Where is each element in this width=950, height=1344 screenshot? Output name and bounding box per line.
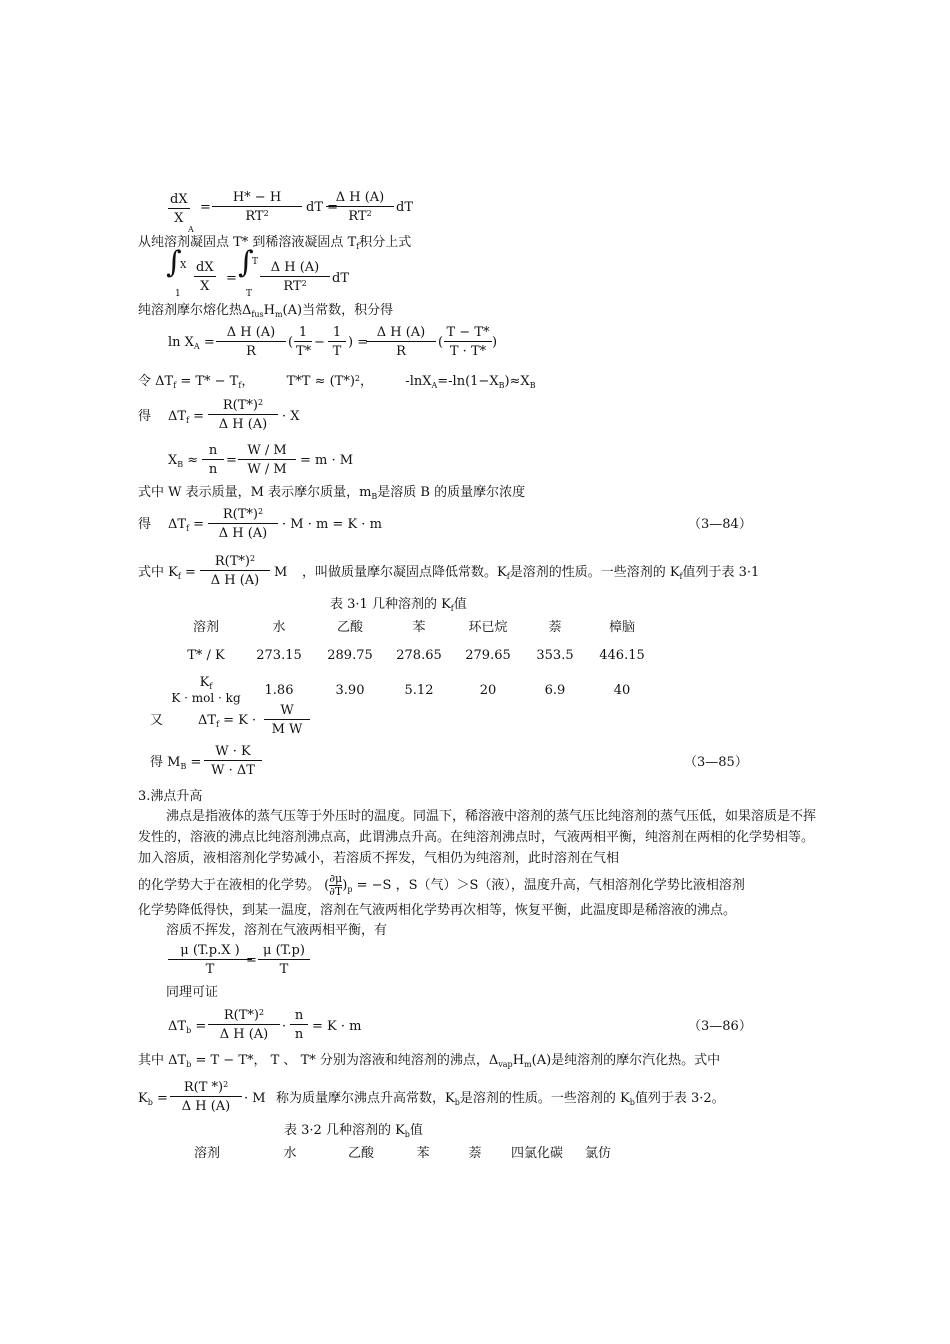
eq9-num1: μ (T.p.X ): [168, 943, 252, 960]
kf-m: M: [274, 565, 288, 580]
eq3-paren2-open: (: [438, 335, 444, 350]
qizhong-tail: (A)是纯溶剂的摩尔汽化热。式中: [531, 1053, 721, 1068]
table1-header-row: [168, 610, 658, 640]
let-sub-b2: B: [529, 381, 536, 390]
eq2-upper: X: [180, 261, 187, 271]
eq5-f2-den: W / M: [247, 462, 287, 477]
kb-tail: [276, 1092, 725, 1108]
where-line: [138, 486, 525, 502]
eq1-equals: =: [200, 200, 211, 215]
eq6-lhs: $\Delta T_f$ =: [168, 517, 205, 533]
kb-tail3: 值列于表 3·2。: [634, 1091, 725, 1106]
table1-header: 樟脑: [608, 619, 635, 635]
eq3-paren2-close: ): [492, 335, 498, 350]
table1-caption-sub: f: [450, 604, 454, 613]
eq3-f1-den: R: [246, 344, 256, 359]
eq7-num: W: [264, 703, 310, 720]
where-sub: B: [371, 492, 378, 501]
eq2-r-den-sup: 2: [301, 279, 307, 288]
kb-tail2: 是溶剂的性质。一些溶剂的 K: [459, 1091, 630, 1106]
eq2-num: dX: [196, 260, 214, 275]
para1-line4-lead: 的化学势大于在液相的化学势。: [138, 878, 321, 894]
eq3-minus: −: [314, 335, 325, 350]
eq2-equals: =: [226, 271, 237, 286]
qizhong-mid: ， T 、 T* 分别为溶液和纯溶剂的沸点，Δ: [253, 1053, 499, 1068]
eq3-f2-den: R: [396, 344, 406, 359]
table1-header: 苯: [412, 619, 426, 635]
eq3-ts: T*: [296, 344, 312, 359]
eq2-upper2: T: [252, 257, 259, 267]
table2-header: 苯: [416, 1145, 430, 1161]
qizhong-mid2-sub: m: [524, 1060, 532, 1069]
eq4-num-text: R(T*): [222, 398, 258, 413]
kb-lead-sub: b: [147, 1098, 153, 1107]
table1-caption-text: 表 3·1 几种溶剂的 K: [330, 597, 451, 612]
table1-header: 萘: [548, 619, 562, 635]
eq3-one-b: 1: [328, 325, 346, 342]
const-line: [138, 304, 393, 320]
eq7-mid: = K ·: [223, 713, 257, 728]
table1-header: 溶剂: [192, 619, 219, 635]
eq5-lhs-text: X: [168, 453, 178, 468]
eq3-lhs: $\ln X_A$ =: [168, 335, 215, 351]
integral-sign-1: ∫: [166, 245, 182, 280]
eq3-lhs-sub: A: [193, 342, 200, 351]
eq7-lhs-sub: f: [216, 720, 220, 729]
kf-tail-text: ，叫做质量摩尔凝固点降低常数。K: [302, 565, 507, 580]
kb-tail2-sub: b: [629, 1098, 635, 1107]
eq8-lhs-sub: B: [180, 762, 187, 771]
table1-cell: 353.5: [536, 647, 574, 663]
eq3-paren-open: (: [288, 335, 294, 350]
let-ln: -lnX: [405, 374, 432, 389]
table1-cell: 278.65: [396, 647, 442, 663]
eq3-lhs-text: ln X: [168, 335, 194, 350]
let-approx: T*T ≈ (T*): [286, 374, 355, 389]
table1-cell: 289.75: [327, 647, 373, 663]
eq10-f2-num: n: [290, 1008, 308, 1025]
eq9-den2: T: [279, 962, 289, 977]
eq7-den: M W: [271, 722, 303, 737]
kb-tail-sub: b: [454, 1098, 460, 1107]
kf-num: [200, 554, 270, 571]
let-sub-f: f: [173, 381, 177, 390]
paragraph-1-line4: 的化学势大于在液相的化学势。 ( $\frac{\partial\mu}{\partial T}$ )$_p = -S$ ，S（气）＞S（液），温度升高，气相溶剂化学势比液相溶剂: [138, 872, 745, 899]
eq7-lhs: [198, 714, 256, 730]
kf-lead-sub: f: [177, 572, 181, 581]
eq8-den: W · ΔT: [211, 763, 255, 778]
const-mid: H: [263, 303, 275, 318]
integrate-tail: 积分上式: [359, 235, 412, 250]
section-title: 3.沸点升高: [138, 789, 203, 804]
kb-lead: $K_b$ =: [138, 1091, 168, 1107]
eq9-den1: T: [205, 962, 215, 977]
kb-num-sup: 2: [223, 1080, 229, 1089]
eq6-num-text: R(T*): [222, 507, 258, 522]
kf-tail: [302, 566, 759, 582]
table1-cell: 273.15: [256, 647, 302, 663]
paragraph-1: 沸点是指液体的蒸气压等于外压时的温度。同温下，稀溶液中溶剂的蒸气压比纯溶剂的蒸气压低，如果溶质是不挥发性的，溶液的沸点比纯溶剂沸点高，此谓沸点升高。在纯溶剂沸点时，气液两相平衡，纯溶剂在两相的化学势相等。加入溶质，液相溶剂化学势减小，若溶质不挥发，气相仍为纯溶剂，此时溶剂在气相: [138, 809, 817, 866]
where-text: 式中 W 表示质量，M 表示摩尔质量，m: [138, 485, 372, 500]
eq4-tail: · X: [282, 409, 300, 424]
table2-caption-text: 表 3·2 几种溶剂的 K: [284, 1123, 405, 1138]
eq6-num: [208, 507, 278, 524]
table1: [168, 610, 658, 710]
table1-cell: 6.9: [544, 682, 566, 698]
let-line: 令 $\Delta T_f = T* - T_f$， $T*T \approx (T*)^2$， $-\ln X_A=-\ln(1-X_B)\approx X_B$: [138, 374, 536, 390]
table1-header: 水: [272, 619, 286, 635]
table1-cell: 40: [613, 682, 631, 698]
where-tail: 是溶质 B 的质量摩尔浓度: [377, 485, 526, 500]
table2-caption-sub: b: [404, 1130, 410, 1139]
eq10-lhs: $\Delta T_b$ =: [168, 1019, 207, 1035]
eq10-tail: = K · m: [312, 1019, 362, 1034]
eq2-r-den: [260, 277, 330, 294]
table2-header: 溶剂: [194, 1145, 221, 1161]
eq1-mid-den-text: RT: [245, 209, 264, 224]
eq4-lhs-text: ΔT: [168, 409, 187, 424]
eq10-f2-den: n: [294, 1027, 304, 1042]
eq2-lower2: T: [246, 289, 253, 299]
qizhong-lead: 其中 ΔT: [138, 1053, 187, 1068]
eq8-lhs-text: 得 M: [150, 755, 181, 770]
eq8-number: （3—85）: [684, 755, 748, 770]
paragraph-1-line5: 化学势降低得快，到某一温度，溶剂在气液两相化学势再次相等，恢复平衡，此温度即是稀溶液的沸点。: [138, 903, 737, 918]
table2-header: 氯仿: [584, 1145, 611, 1161]
table1-row2-label-top: [168, 675, 244, 691]
eq4-num: [208, 398, 278, 415]
table2-header: 萘: [468, 1145, 482, 1161]
kf-tail3: 值列于表 3·1: [682, 565, 760, 580]
eq2-tail: dT: [332, 271, 349, 286]
eq10-num-sup: 2: [259, 1008, 265, 1017]
qizhong-line: [138, 1054, 720, 1070]
eq10-lhs-sub: b: [186, 1026, 192, 1035]
table1-header: 环已烷: [468, 619, 508, 635]
eq5-equals: =: [226, 453, 237, 468]
kf-num-text: R(T*): [214, 554, 250, 569]
let-sub-a: A: [431, 381, 438, 390]
let-lead: 令 ΔT: [138, 374, 174, 389]
table2-header: 四氯化碳: [510, 1145, 563, 1161]
table2-caption-tail: 值: [409, 1123, 423, 1138]
eq10-den: Δ H (A): [219, 1027, 269, 1042]
kb-lead-text: K: [138, 1091, 148, 1106]
eq3-one-a: 1: [294, 325, 312, 342]
eq1-dt-equals: dT =: [306, 200, 339, 215]
table1-caption-tail: 值: [453, 597, 467, 612]
eq10-num: [208, 1008, 280, 1025]
eq7-lhs-text: ΔT: [198, 713, 217, 728]
eq3-f3-num: T − T*: [444, 325, 492, 342]
eq6-de: 得: [138, 517, 152, 532]
let-eq: = T* − T: [180, 374, 239, 389]
eq1-lhs-num: dX: [170, 192, 188, 207]
let-ln-tail2: )≈X: [504, 374, 530, 389]
table-row: [168, 640, 658, 670]
eq5-tail: = m · M: [300, 453, 354, 468]
eq3-paren-close: ) =: [348, 335, 369, 350]
eq1-lhs-den: X: [174, 211, 184, 226]
qizhong-mid2: H: [512, 1053, 525, 1068]
table1-row1-label: T* / K: [187, 647, 225, 663]
kb-den: Δ H (A): [181, 1099, 231, 1114]
const-sub: fus: [251, 310, 264, 319]
eq1-sub-a: A: [188, 225, 194, 234]
eq8-lhs: 得 $M_B$ =: [150, 755, 202, 771]
paragraph-2: 溶质不挥发，溶剂在气液两相平衡，有: [166, 923, 388, 938]
eq4-num-sup: 2: [258, 398, 264, 407]
eq6-num-sup: 2: [258, 507, 264, 516]
kf-tail2: 是溶剂的性质。一些溶剂的 K: [509, 565, 680, 580]
eq4-den: Δ H (A): [218, 417, 268, 432]
eq2-lower: 1: [175, 289, 181, 299]
let-sub-f2: f: [238, 381, 242, 390]
eq1-r-num: Δ H (A): [326, 190, 394, 207]
eq2-den: X: [200, 279, 210, 294]
eq3-f3-den: T · T*: [449, 344, 487, 359]
table2-header-row: [194, 1136, 622, 1166]
integral-sign-2: ∫: [238, 245, 254, 280]
para1-line4-tail: = −S ，S（气）＞S（液），温度升高，气相溶剂化学势比液相溶剂: [356, 878, 745, 894]
eq1-mid-num: H* − H: [212, 190, 302, 207]
eq9-equals: =: [246, 953, 257, 968]
table1-row2-k: K: [199, 675, 210, 690]
kf-lead: 式中 $K_f$ =: [138, 565, 196, 581]
eq6-lhs-sub: f: [186, 524, 190, 533]
eq6-tail: · M · m = K · m: [282, 517, 382, 532]
table1-row2-label: [168, 670, 244, 710]
eq2-r-den-text: RT: [283, 279, 302, 294]
eq5-f1-num: n: [202, 443, 224, 460]
eq1-mid-den: [212, 207, 302, 224]
table1-cell: 446.15: [599, 647, 645, 663]
eq10-num-text: R(T*): [223, 1008, 259, 1023]
let-ln-tail: =-ln(1−X: [437, 374, 499, 389]
kb-tail-text: 称为质量摩尔沸点升高常数，K: [276, 1091, 455, 1106]
eq4-lhs: $\Delta T_f$ =: [168, 409, 205, 425]
kf-num-sup: 2: [250, 554, 256, 563]
eq5-f2-num: W / M: [238, 443, 296, 460]
table1-cell: 1.86: [264, 682, 294, 698]
eq4-de: 得: [138, 409, 152, 424]
eq10-number: （3—86）: [688, 1019, 752, 1034]
eq4-lhs-sub: f: [186, 416, 190, 425]
eq1-r-den-text: RT: [348, 209, 367, 224]
eq1-tail: dT: [396, 200, 413, 215]
const-sub2: m: [274, 310, 283, 319]
table2-header: 水: [283, 1145, 297, 1161]
eq6-number: （3—84）: [688, 517, 752, 532]
kf-lead-text: 式中 K: [138, 565, 178, 580]
table-row: [168, 670, 658, 710]
same-line: 同理可证: [166, 985, 219, 1000]
kf-tail2-sub: f: [679, 572, 683, 581]
kb-num-text: R(T *): [183, 1080, 224, 1095]
table1-header: 乙酸: [336, 619, 363, 635]
eq6-den: Δ H (A): [218, 526, 268, 541]
eq7-you: 又: [150, 713, 164, 728]
const-text: 纯溶剂摩尔熔化热Δ: [138, 303, 252, 318]
eq5-lhs-sub: B: [177, 460, 184, 469]
kf-den: Δ H (A): [210, 573, 260, 588]
let-sub-b: B: [498, 381, 505, 390]
eq3-f2-num: Δ H (A): [366, 325, 436, 342]
kb-num: [170, 1080, 242, 1097]
eq1-r-den-sup: 2: [366, 209, 372, 218]
qizhong-mid-sub: vap: [498, 1060, 513, 1069]
const-tail: (A)当常数，积分得: [282, 303, 394, 318]
table2-header: 乙酸: [347, 1145, 374, 1161]
table1-row2-label-bottom: K · mol · kg: [171, 691, 241, 705]
table1-cell: 279.65: [465, 647, 511, 663]
integrate-text: 从纯溶剂凝固点 T* 到稀溶液凝固点 T: [138, 235, 357, 250]
qizhong-sub-b: b: [186, 1060, 192, 1069]
eq5-f1-den: n: [208, 462, 218, 477]
eq9-num2: μ (T.p): [258, 943, 310, 960]
let-sup: 2: [354, 374, 361, 383]
table1-row2-k-sub: f: [209, 682, 213, 691]
eq1-r-den: [326, 207, 394, 224]
kf-tail-sub: f: [506, 572, 510, 581]
eq6-lhs-text: ΔT: [168, 517, 187, 532]
table1-cell: 5.12: [404, 682, 434, 698]
integrate-sub: f: [356, 242, 360, 251]
eq5-lhs: $X_B$ ≈: [168, 453, 199, 469]
eq2-r-num: Δ H (A): [260, 260, 330, 277]
eq1-mid-den-sup: 2: [263, 209, 269, 218]
eq10-dot: ·: [282, 1019, 287, 1034]
eq10-lhs-text: ΔT: [168, 1019, 187, 1034]
table1-cell: 3.90: [335, 682, 365, 698]
kb-m: · M: [244, 1091, 266, 1106]
eq3-f1-num: Δ H (A): [216, 325, 286, 342]
qizhong-eq: = T − T*: [195, 1053, 254, 1068]
table1-cell: 20: [479, 682, 497, 698]
table2: [194, 1136, 622, 1166]
eq3-t: T: [332, 344, 342, 359]
eq8-num: W · K: [204, 744, 262, 761]
